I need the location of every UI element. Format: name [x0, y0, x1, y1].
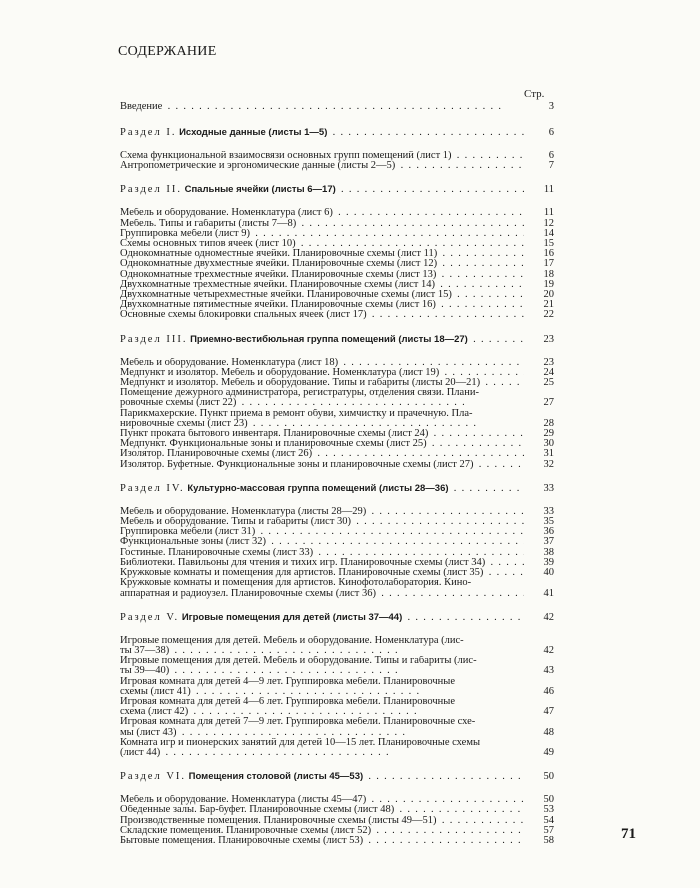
toc-entry-page: 16	[543, 248, 554, 260]
toc-gap	[120, 171, 554, 183]
toc-gap	[120, 758, 554, 770]
toc-section-heading	[120, 126, 554, 139]
toc-entry-text: Схема функциональной взаимосвязи основных групп помещений (лист 1) . .	[120, 151, 524, 161]
toc-entry-text	[120, 738, 524, 758]
toc-entry	[120, 656, 554, 676]
toc-entry-text: Мебель и оборудование. Номенклатура (лист 18) . .	[120, 358, 524, 368]
section-prefix: Раздел I.	[120, 127, 177, 138]
toc-entry-text: Медпункт. Функциональные зоны и планировочные схемы (лист 25) . .	[120, 439, 524, 449]
section-page: 42	[543, 611, 554, 623]
toc-entry	[120, 409, 554, 429]
toc-entry	[120, 259, 554, 269]
toc-intro	[120, 100, 554, 114]
section-title	[120, 482, 524, 495]
section-prefix: Раздел IV.	[120, 482, 185, 494]
toc-entry	[120, 836, 554, 846]
toc-entry	[120, 717, 554, 737]
toc-entry-page: 24	[543, 366, 554, 378]
toc-entry-text: Мебель и оборудование. Номенклатура (лист 6) . .	[120, 208, 524, 218]
section-page: 50	[543, 771, 554, 783]
toc-entry-text: Двухкомнатные четырехместные ячейки. Планировочные схемы (лист 15) . .	[120, 290, 524, 300]
toc-entry	[120, 151, 554, 161]
toc-entry-line: Парикмахерские. Пункт приема в ремонт обуви, химчистку и прачечную. Пла-	[120, 408, 473, 419]
toc-entry-text: Однокомнатные одноместные ячейки. Планировочные схемы (лист 11) . .	[120, 249, 524, 259]
toc-entry-line: Игровые помещения для детей. Мебель и оборудование. Номенклатура (лис-	[120, 635, 464, 646]
toc-gap	[120, 114, 554, 126]
toc-entry-page: 14	[543, 227, 554, 239]
section-name: Помещения столовой (листы 45—53)	[188, 771, 364, 783]
toc-gap	[120, 624, 554, 636]
toc-entry-line: мы (лист 43) . .	[120, 728, 524, 738]
toc-entry	[120, 697, 554, 717]
section-page: 11	[543, 184, 554, 196]
toc-entry-page: 33	[543, 505, 554, 517]
toc-entry	[120, 429, 554, 439]
toc-entry-page: 40	[543, 567, 554, 579]
toc-entry-text	[120, 717, 524, 737]
toc-entry-line: ты 37—38) . .	[120, 646, 524, 656]
toc-entry-page: 18	[543, 268, 554, 280]
toc-entry-page: 22	[543, 309, 554, 321]
toc-entry	[120, 280, 554, 290]
toc-entry-text	[120, 656, 524, 676]
toc-entry	[120, 219, 554, 229]
toc-entry	[120, 677, 554, 697]
toc-entry-page: 46	[543, 685, 554, 697]
toc-entry	[120, 249, 554, 259]
section-title	[120, 770, 524, 783]
toc-entry-text: Производственные помещения. Планировочные схемы (листы 49—51) . .	[120, 816, 524, 826]
toc-entry-text: Мебель и оборудование. Номенклатура (листы 28—29) . .	[120, 507, 524, 517]
toc-entry-text: Медпункт и изолятор. Мебель и оборудование. Типы и габариты (листы 20—21) . .	[120, 378, 524, 388]
toc-entry-text	[120, 636, 524, 656]
toc-entry-text: Схемы основных типов ячеек (лист 10) . .	[120, 239, 524, 249]
toc-entry-page: 43	[543, 665, 554, 677]
toc-section-heading	[120, 770, 554, 783]
toc-entry-text	[120, 578, 524, 598]
toc-gap	[120, 599, 554, 611]
toc-entry	[120, 826, 554, 836]
toc-entry-text: Мебель и оборудование. Типы и габариты (лист 30) . .	[120, 517, 524, 527]
section-title	[120, 183, 524, 196]
toc-entry-text: Двухкомнатные пятиместные ячейки. Планировочные схемы (лист 16) . .	[120, 300, 524, 310]
toc-entry	[120, 636, 554, 656]
toc-entry	[120, 290, 554, 300]
toc-entry	[120, 368, 554, 378]
toc-gap	[120, 783, 554, 795]
toc-gap	[120, 495, 554, 507]
toc-entry	[120, 439, 554, 449]
toc-entry	[120, 805, 554, 815]
toc-entry-page: 32	[543, 458, 554, 470]
toc-entry-line: ровочные схемы (лист 22) . .	[120, 398, 524, 408]
section-title	[120, 611, 524, 624]
toc-entry-text: Функциональные зоны (лист 32) . .	[120, 537, 524, 547]
section-name: Приемно-вестибюльная группа помещений (листы 18—27)	[190, 333, 468, 345]
toc-entry	[120, 208, 554, 218]
toc-intro-title: Введение . .	[120, 100, 524, 114]
table-of-contents	[120, 100, 554, 846]
section-name: Спальные ячейки (листы 6—17)	[184, 184, 336, 196]
toc-entry-text	[120, 697, 524, 717]
toc-entry-page: 30	[543, 438, 554, 450]
toc-entry-line: схема (лист 42) . .	[120, 707, 524, 717]
section-name: Культурно-массовая группа помещений (листы 28—36)	[187, 482, 449, 494]
toc-entry-text: Обеденные залы. Бар-буфет. Планировочные схемы (лист 48) . .	[120, 805, 524, 815]
toc-entry	[120, 558, 554, 568]
toc-section-heading	[120, 482, 554, 495]
toc-entry-page: 29	[543, 428, 554, 440]
toc-entry-line: Игровая комната для детей 7—9 лет. Группировка мебели. Планировочные схе-	[120, 717, 476, 728]
section-name: Игровые помещения для детей (листы 37—44)	[181, 611, 403, 623]
toc-gap	[120, 139, 554, 151]
toc-entry	[120, 300, 554, 310]
toc-entry	[120, 548, 554, 558]
toc-entry-text: Медпункт и изолятор. Мебель и оборудование. Номенклатура (лист 19) . .	[120, 368, 524, 378]
toc-section-heading	[120, 611, 554, 624]
toc-entry	[120, 537, 554, 547]
section-prefix: Раздел III.	[120, 333, 188, 345]
toc-entry-line: нировочные схемы (лист 23) . .	[120, 419, 524, 429]
toc-entry-text	[120, 388, 524, 408]
toc-entry-page: 36	[543, 526, 554, 538]
toc-entry-text: Мебель и оборудование. Номенклатура (листы 45—47) . .	[120, 795, 524, 805]
toc-entry-line: Комната игр и пионерских занятий для детей 10—15 лет. Планировочные схемы	[120, 737, 481, 748]
section-title	[120, 126, 524, 139]
toc-entry	[120, 270, 554, 280]
toc-entry-line: Игровая комната для детей 4—6 лет. Группировка мебели. Планировочные	[120, 696, 455, 707]
toc-entry	[120, 795, 554, 805]
toc-entry-page: 49	[543, 746, 554, 758]
toc-entry	[120, 816, 554, 826]
toc-entry-page: 20	[543, 289, 554, 301]
toc-entry-page: 54	[543, 814, 554, 826]
section-name: Исходные данные (листы 1—5)	[179, 127, 328, 138]
toc-entry-line: Игровая комната для детей 4—9 лет. Группировка мебели. Планировочные	[120, 676, 455, 687]
toc-entry	[120, 229, 554, 239]
page-title: СОДЕРЖАНИЕ	[118, 44, 217, 59]
toc-entry-text: Мебель. Типы и габариты (листы 7—8) . .	[120, 219, 524, 229]
toc-gap	[120, 346, 554, 358]
toc-entry-line: Игровые помещения для детей. Мебель и оборудование. Типы и габариты (лис-	[120, 656, 477, 667]
toc-section-heading	[120, 183, 554, 196]
toc-entry-text: Бытовые помещения. Планировочные схемы (лист 53) . .	[120, 836, 524, 846]
section-prefix: Раздел VI.	[120, 771, 187, 783]
toc-entry-text	[120, 677, 524, 697]
section-prefix: Раздел V.	[120, 611, 180, 623]
toc-entry-text: Основные схемы блокировки спальных ячеек (лист 17) . .	[120, 310, 524, 320]
toc-entry-page: 23	[543, 356, 554, 368]
toc-entry-line: ты 39—40) . .	[120, 666, 524, 676]
toc-entry-page: 19	[543, 278, 554, 290]
toc-entry-page: 17	[543, 258, 554, 270]
toc-intro-page: 3	[548, 101, 554, 112]
toc-entry	[120, 358, 554, 368]
toc-entry-page: 48	[543, 726, 554, 738]
toc-entry-text: Складские помещения. Планировочные схемы (лист 52) . .	[120, 826, 524, 836]
toc-entry-page: 42	[543, 644, 554, 656]
toc-gap	[120, 470, 554, 482]
toc-entry-page: 6	[548, 150, 554, 161]
toc-entry-page: 25	[543, 377, 554, 389]
toc-entry-page: 47	[543, 706, 554, 718]
toc-entry-page: 41	[543, 587, 554, 599]
toc-entry-text: Группировка мебели (лист 31) . .	[120, 527, 524, 537]
section-page: 6	[548, 127, 554, 138]
toc-entry-text: Однокомнатные трехместные ячейки. Планировочные схемы (лист 13) . .	[120, 270, 524, 280]
section-title	[120, 333, 524, 346]
toc-entry-page: 21	[543, 299, 554, 311]
toc-entry-text: Антропометрические и эргономические данные (листы 2—5) . .	[120, 161, 524, 171]
toc-entry	[120, 310, 554, 320]
section-page: 23	[543, 333, 554, 345]
toc-entry-text: Двухкомнатные трехместные ячейки. Планировочные схемы (лист 14) . .	[120, 280, 524, 290]
toc-gap	[120, 196, 554, 208]
toc-entry-text: Изолятор. Буфетные. Функциональные зоны и планировочные схемы (лист 27) . .	[120, 460, 524, 470]
toc-entry-text: Группировка мебели (лист 9) . .	[120, 229, 524, 239]
section-page: 33	[543, 482, 554, 494]
toc-entry-page: 31	[543, 448, 554, 460]
toc-entry	[120, 738, 554, 758]
toc-entry-line: Кружковые комнаты и помещения для артистов. Кинофотолаборатория. Кино-	[120, 578, 472, 589]
toc-entry-page: 35	[543, 516, 554, 528]
toc-gap	[120, 321, 554, 333]
page-number: 71	[621, 826, 636, 842]
toc-entry-page: 27	[543, 397, 554, 409]
toc-entry-page: 39	[543, 556, 554, 568]
toc-entry-page: 58	[543, 834, 554, 846]
toc-entry-text: Изолятор. Планировочные схемы (лист 26) . .	[120, 449, 524, 459]
toc-entry	[120, 239, 554, 249]
toc-entry	[120, 161, 554, 171]
toc-entry-line: схемы (лист 41) . .	[120, 687, 524, 697]
toc-entry	[120, 388, 554, 408]
toc-entry	[120, 527, 554, 537]
toc-entry	[120, 507, 554, 517]
toc-entry-text: Библиотеки. Павильоны для чтения и тихих игр. Планировочные схемы (лист 34) . .	[120, 558, 524, 568]
page-column-label: Стр.	[524, 88, 545, 100]
toc-entry-page: 38	[543, 546, 554, 558]
toc-entry-text: Кружковые комнаты и помещения для артистов. Планировочные схемы (лист 35) . .	[120, 568, 524, 578]
toc-entry	[120, 568, 554, 578]
toc-entry-page: 37	[543, 536, 554, 548]
toc-entry-line: аппаратная и радиоузел. Планировочные схемы (лист 36) . .	[120, 589, 524, 599]
toc-entry-text: Пункт проката бытового инвентаря. Планировочные схемы (лист 24) . .	[120, 429, 524, 439]
toc-entry-page: 12	[543, 217, 554, 229]
toc-section-heading	[120, 333, 554, 346]
toc-entry-page: 57	[543, 824, 554, 836]
section-prefix: Раздел II.	[120, 184, 182, 196]
toc-entry-text: Гостиные. Планировочные схемы (лист 33) . .	[120, 548, 524, 558]
toc-entry-page: 50	[543, 794, 554, 806]
toc-entry	[120, 449, 554, 459]
toc-entry-page: 11	[543, 207, 554, 219]
toc-entry	[120, 460, 554, 470]
toc-entry	[120, 517, 554, 527]
toc-entry-page: 7	[548, 160, 554, 172]
toc-entry-text	[120, 409, 524, 429]
toc-entry-line: Помещение дежурного администратора, регистратуры, отделения связи. Плани-	[120, 388, 479, 399]
toc-entry-page: 53	[543, 804, 554, 816]
toc-entry-line: (лист 44) . .	[120, 748, 524, 758]
toc-entry-page: 28	[543, 417, 554, 429]
toc-entry-page: 15	[543, 238, 554, 250]
toc-entry-text: Однокомнатные двухместные ячейки. Планировочные схемы (лист 12) . .	[120, 259, 524, 269]
toc-entry	[120, 378, 554, 388]
toc-entry	[120, 578, 554, 598]
